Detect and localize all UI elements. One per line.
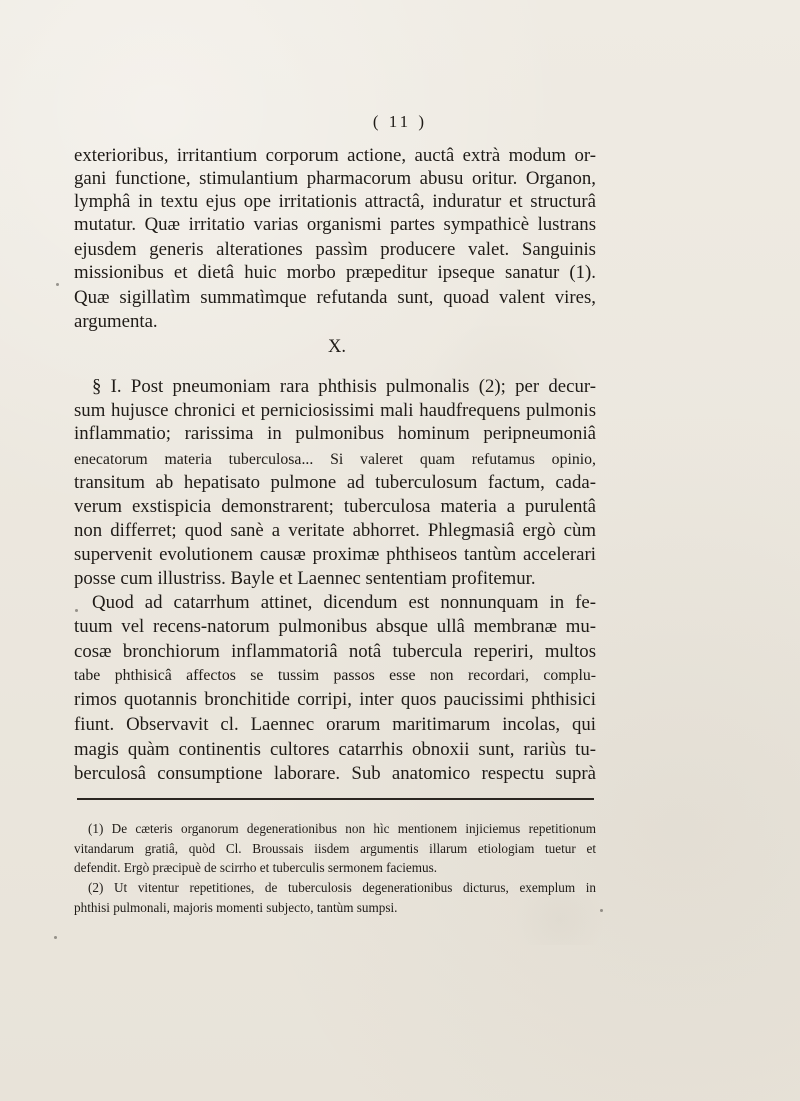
page-number: ( 11 ) [372, 112, 428, 131]
body-line: exterioribus, irritantium corporum actione, auctâ extrà modum or- [74, 145, 596, 166]
paragraph-line: enecatorum materia tuberculosa... Si valeret quam refutamus opinio, [74, 451, 596, 468]
paragraph-line: posse cum illustriss. Bayle et Laennec sententiam profitemur. [74, 568, 536, 589]
ink-speck [56, 283, 59, 286]
footnote-line: phthisi pulmonali, majoris momenti subjecto, tantùm sumpsi. [74, 900, 398, 915]
footnote-line: vitandarum gratiâ, quòd Cl. Broussais iisdem argumentis illarum etiologiam tuetur et [74, 841, 596, 856]
paragraph-line: non differret; quod sanè a veritate abhorret. Phlegmasiâ ergò cùm [74, 520, 596, 541]
paragraph-line: § I. Post pneumoniam rara phthisis pulmonalis (2); per decur- [92, 376, 596, 397]
footnote-line: (2) Ut vitentur repetitiones, de tuberculosis degenerationibus dicturus, exemplum in [88, 880, 596, 895]
body-line: mutatur. Quæ irritatio varias organismi partes sympathicè lustrans [74, 214, 596, 235]
paragraph-line: tuum vel recens-natorum pulmonibus absque ullâ membranæ mu- [74, 616, 596, 637]
ink-speck [54, 936, 57, 939]
paragraph-line: Quod ad catarrhum attinet, dicendum est nonnunquam in fe- [92, 592, 596, 613]
paragraph-line: berculosâ consumptione laborare. Sub anatomico respectu suprà [74, 763, 596, 784]
body-line: argumenta. [74, 311, 158, 332]
body-line: Quæ sigillatìm summatìmque refutanda sunt, quoad valent vires, [74, 287, 596, 308]
body-line: missionibus et dietâ huic morbo præpeditur ipseque sanatur (1). [74, 262, 596, 283]
ink-speck [75, 609, 78, 612]
body-line: lymphâ in textu ejus ope irritationis attractâ, induratur et structurâ [74, 191, 596, 212]
paragraph-line: rimos quotannis bronchitide corripi, inter quos paucissimi phthisici [74, 689, 596, 710]
ink-speck [600, 909, 603, 912]
paragraph-line: tabe phthisicâ affectos se tussim passos esse non recordari, complu- [74, 667, 596, 684]
body-line: gani functione, stimulantium pharmacorum abusu oritur. Organon, [74, 168, 596, 189]
body-line: ejusdem generis alterationes passìm producere valet. Sanguinis [74, 239, 596, 260]
footnote-line: defendit. Ergò præcipuè de scirrho et tuberculis sermonem faciemus. [74, 860, 438, 875]
paragraph-line: verum exstispicia demonstrarent; tuberculosa materia a purulentâ [74, 496, 596, 517]
paragraph-line: inflammatio; rarissima in pulmonibus hominum peripneumoniâ [74, 423, 596, 444]
paragraph-line: transitum ab hepatisato pulmone ad tuberculosum factum, cada- [74, 472, 596, 493]
paragraph-line: cosæ bronchiorum inflammatoriâ notâ tubercula reperiri, multos [74, 641, 596, 662]
paragraph-line: magis quàm continentis cultores catarrhis obnoxii sunt, rariùs tu- [74, 739, 596, 760]
footnote-separator [77, 798, 594, 800]
footnote-line: (1) De cæteris organorum degenerationibus non hìc mentionem injiciemus repetitionum [88, 821, 596, 836]
section-heading: X. [328, 337, 346, 357]
paragraph-line: sum hujusce chronici et perniciosissimi mali haudfrequens pulmonis [74, 400, 596, 421]
paragraph-line: fiunt. Observavit cl. Laennec orarum maritimarum incolas, qui [74, 714, 596, 735]
paragraph-line: supervenit evolutionem causæ proximæ phthiseos tantùm accelerari [74, 544, 596, 565]
paper-stain [500, 895, 620, 945]
